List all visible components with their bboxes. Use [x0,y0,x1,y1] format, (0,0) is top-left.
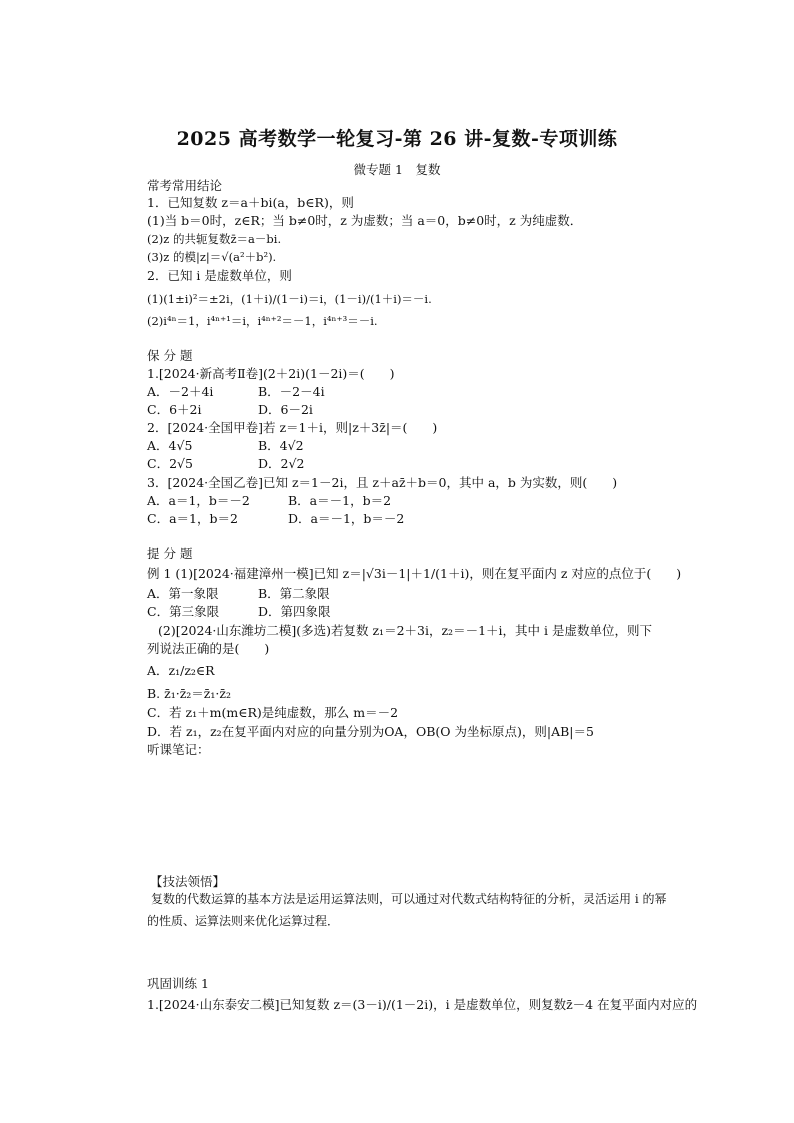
basic-heading: 保 分 题 [147,348,193,363]
option-b: B．a＝－1，b＝2 [288,493,392,508]
option-c: C．a＝1，b＝2 [147,511,238,526]
example-stem-continued: 列说法正确的是( ) [147,641,270,656]
practice-heading: 巩固训练 1 [147,976,209,991]
question-stem: 2．[2024·全国甲卷]若 z＝1＋i，则|z＋3z̄|＝( ) [147,420,438,435]
option-d: D．若 z₁，z₂在复平面内对应的向量分别为OA，OB(O 为坐标原点)，则|AB|＝5 [147,724,594,739]
option-a: A．－2＋4i [147,384,214,399]
practice-question: 1.[2024·山东泰安二模]已知复数 z＝(3－i)/(1－2i)，i 是虚数单位，则复数z̄－4 在复平面内对应的 [147,997,698,1012]
notes-label: 听课笔记： [147,742,210,757]
option-a: A．4√5 [147,438,193,453]
option-c: C．6＋2i [147,402,202,417]
option-b: B．第二象限 [258,586,330,601]
option-b: B. z̄₁·z̄₂＝z̄₁·z̄₂ [147,686,231,701]
document-title: 2025 高考数学一轮复习-第 26 讲-复数-专项训练 [176,128,618,150]
option-b: B．－2－4i [258,384,325,399]
advanced-heading: 提 分 题 [147,546,193,561]
option-d: D．6－2i [258,402,313,417]
option-c: C．第三象限 [147,604,220,619]
question-stem: 3．[2024·全国乙卷]已知 z＝1－2i，且 z＋az̄＋b＝0，其中 a，b 为实数，则( ) [147,475,618,490]
option-d: D．a＝－1，b＝－2 [288,511,405,526]
option-d: D．2√2 [258,456,305,471]
option-b: B．4√2 [258,438,304,453]
conclusion-line: (1)(1±i)²＝±2i，(1＋i)/(1－i)＝i，(1－i)/(1＋i)＝－i. [147,292,432,306]
conclusion-line: (1)当 b＝0时，z∈R；当 b≠0时，z 为虚数；当 a＝0，b≠0时，z 为纯虚数． [147,213,583,228]
option-c: C．2√5 [147,456,193,471]
technique-heading: 【技法领悟】 [150,874,226,889]
option-c: C．若 z₁＋m(m∈R)是纯虚数，那么 m＝－2 [147,705,399,720]
option-d: D．第四象限 [258,604,331,619]
conclusion-line: 1．已知复数 z＝a＋bi(a，b∈R)，则 [147,195,354,210]
technique-text [147,888,677,932]
conclusion-line: 2．已知 i 是虚数单位，则 [147,268,292,283]
technique-text-body: 复数的代数运算的基本方法是运用运算法则，可以通过对代数式结构特征的分析，灵活运用 i 的幂的性质、运算法则来优化运算过程． [147,892,667,928]
conclusion-line: (2)z 的共轭复数z̄＝a－bi. [147,232,282,246]
conclusions-heading: 常考常用结论 [147,178,223,193]
example-stem: 例 1 (1)[2024·福建漳州一模]已知 z＝|√3i－1|＋1/(1＋i)，则在复平面内 z 对应的点位于( ) [147,566,682,581]
document-subtitle: 微专题 1 复数 [353,162,441,177]
conclusion-line: (2)i⁴ⁿ＝1，i⁴ⁿ⁺¹＝i，i⁴ⁿ⁺²＝－1，i⁴ⁿ⁺³＝－i. [147,314,378,328]
question-stem: 1.[2024·新高考Ⅱ卷](2＋2i)(1－2i)＝( ) [147,366,395,381]
conclusion-line: (3)z 的模|z|＝√(a²＋b²). [147,250,277,264]
option-a: A．a＝1，b＝－2 [147,493,250,508]
example-stem: (2)[2024·山东潍坊二模](多选)若复数 z₁＝2＋3i，z₂＝－1＋i，其中 i 是虚数单位，则下 [158,623,652,638]
option-a: A．z₁/z₂∈R [147,663,215,678]
option-a: A．第一象限 [147,586,219,601]
